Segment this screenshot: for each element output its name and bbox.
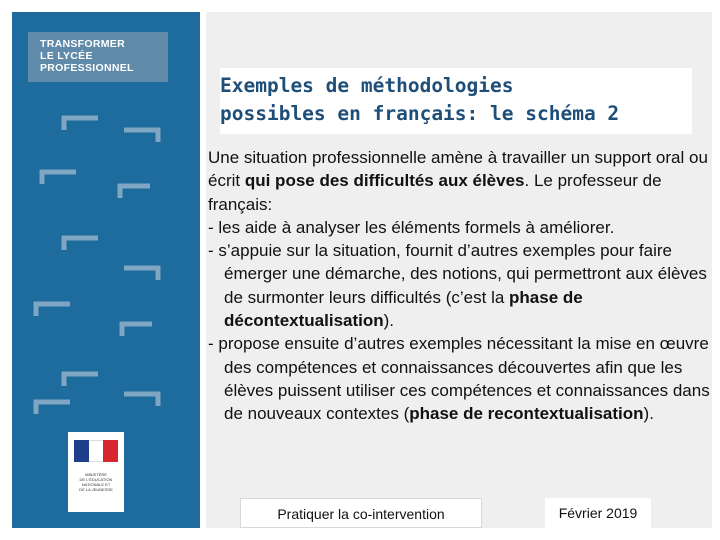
list-item-3: - propose ensuite d’autres exemples nécessitant la mise en œuvre des compétences et connaissances découvertes afin que les élèves puissent utiliser ces compétences et connaissances dans de nouveaux contextes (phase de recontextualisation). (208, 334, 710, 424)
intro-paragraph: Une situation professionnelle amène à travailler un support oral ou écrit qui pose des difficultés aux élèves. Le professeur de français: (208, 148, 708, 214)
page-title: Exemples de méthodologies possibles en français: le schéma 2 (220, 74, 620, 125)
logo (28, 32, 168, 82)
footer-date: Février 2019 (545, 498, 651, 528)
body-text (208, 146, 712, 426)
footer-title: Pratiquer la co-intervention (240, 498, 482, 528)
title-box (220, 68, 692, 134)
logo-line-3: PROFESSIONNEL (40, 62, 134, 74)
logo-line-2: LE LYCÉE (40, 50, 93, 62)
ministry-name: MINISTÈRE DE L'ÉDUCATION NATIONALE ET DE LA JEUNESSE (79, 472, 113, 492)
logo-line-1: TRANSFORMER (40, 38, 125, 50)
bracket-pattern (12, 100, 200, 430)
french-flag-icon (74, 440, 118, 462)
list-item-1: - les aide à analyser les éléments formels à améliorer. (208, 217, 615, 237)
ministry-logo (68, 432, 124, 512)
list-item-2: - s’appuie sur la situation, fournit d’autres exemples pour faire émerger une démarche, des notions, qui permettront aux élèves de surmonter leurs difficultés (c’est la phase de décontextualisation). (208, 241, 707, 331)
